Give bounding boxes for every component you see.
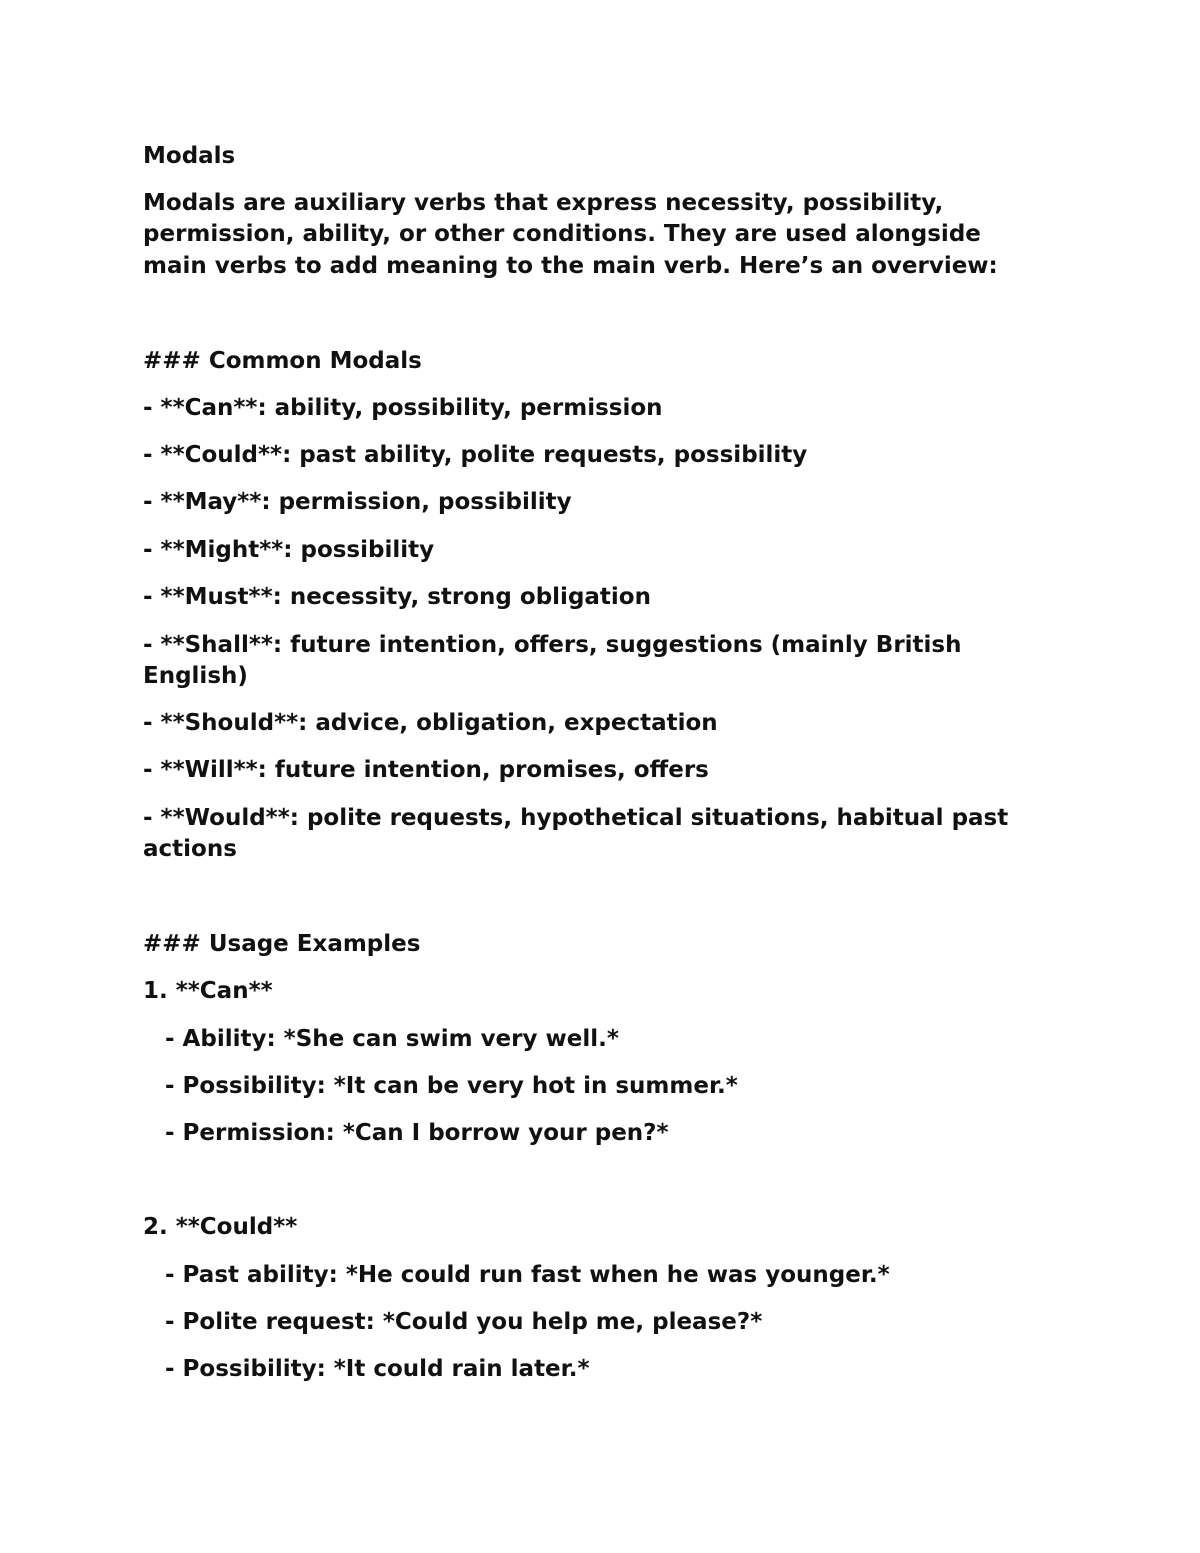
- modal-list-item: - **Could**: past ability, polite requests, possibility: [143, 442, 808, 468]
- common-modals-heading: ### Common Modals: [143, 348, 422, 374]
- usage-example-item: - Possibility: *It could rain later.*: [165, 1356, 590, 1382]
- modal-list-item: - **Must**: necessity, strong obligation: [143, 584, 651, 610]
- intro-line: permission, ability, or other conditions. They are used alongside: [143, 221, 981, 247]
- usage-group-heading: 2. **Could**: [143, 1214, 298, 1240]
- modal-list-item-continuation: actions: [143, 836, 237, 862]
- modal-list-item: - **Will**: future intention, promises, offers: [143, 757, 709, 783]
- modal-list-item: - **Would**: polite requests, hypothetical situations, habitual past: [143, 805, 1009, 831]
- usage-example-item: - Ability: *She can swim very well.*: [165, 1026, 619, 1052]
- usage-examples-heading: ### Usage Examples: [143, 931, 421, 957]
- modal-list-item: - **Can**: ability, possibility, permission: [143, 395, 663, 421]
- modal-list-item-continuation: English): [143, 663, 248, 689]
- usage-group-heading: 1. **Can**: [143, 978, 273, 1004]
- usage-example-item: - Possibility: *It can be very hot in summer.*: [165, 1073, 738, 1099]
- intro-line: main verbs to add meaning to the main verb. Here’s an overview:: [143, 253, 998, 279]
- modal-list-item: - **Might**: possibility: [143, 537, 435, 563]
- intro-line: Modals are auxiliary verbs that express necessity, possibility,: [143, 190, 944, 216]
- usage-example-item: - Polite request: *Could you help me, please?*: [165, 1309, 763, 1335]
- document-title: Modals: [143, 143, 236, 169]
- usage-example-item: - Past ability: *He could run fast when he was younger.*: [165, 1262, 890, 1288]
- modal-list-item: - **May**: permission, possibility: [143, 489, 572, 515]
- modal-list-item: - **Should**: advice, obligation, expectation: [143, 710, 718, 736]
- modal-list-item: - **Shall**: future intention, offers, suggestions (mainly British: [143, 632, 962, 658]
- usage-example-item: - Permission: *Can I borrow your pen?*: [165, 1120, 669, 1146]
